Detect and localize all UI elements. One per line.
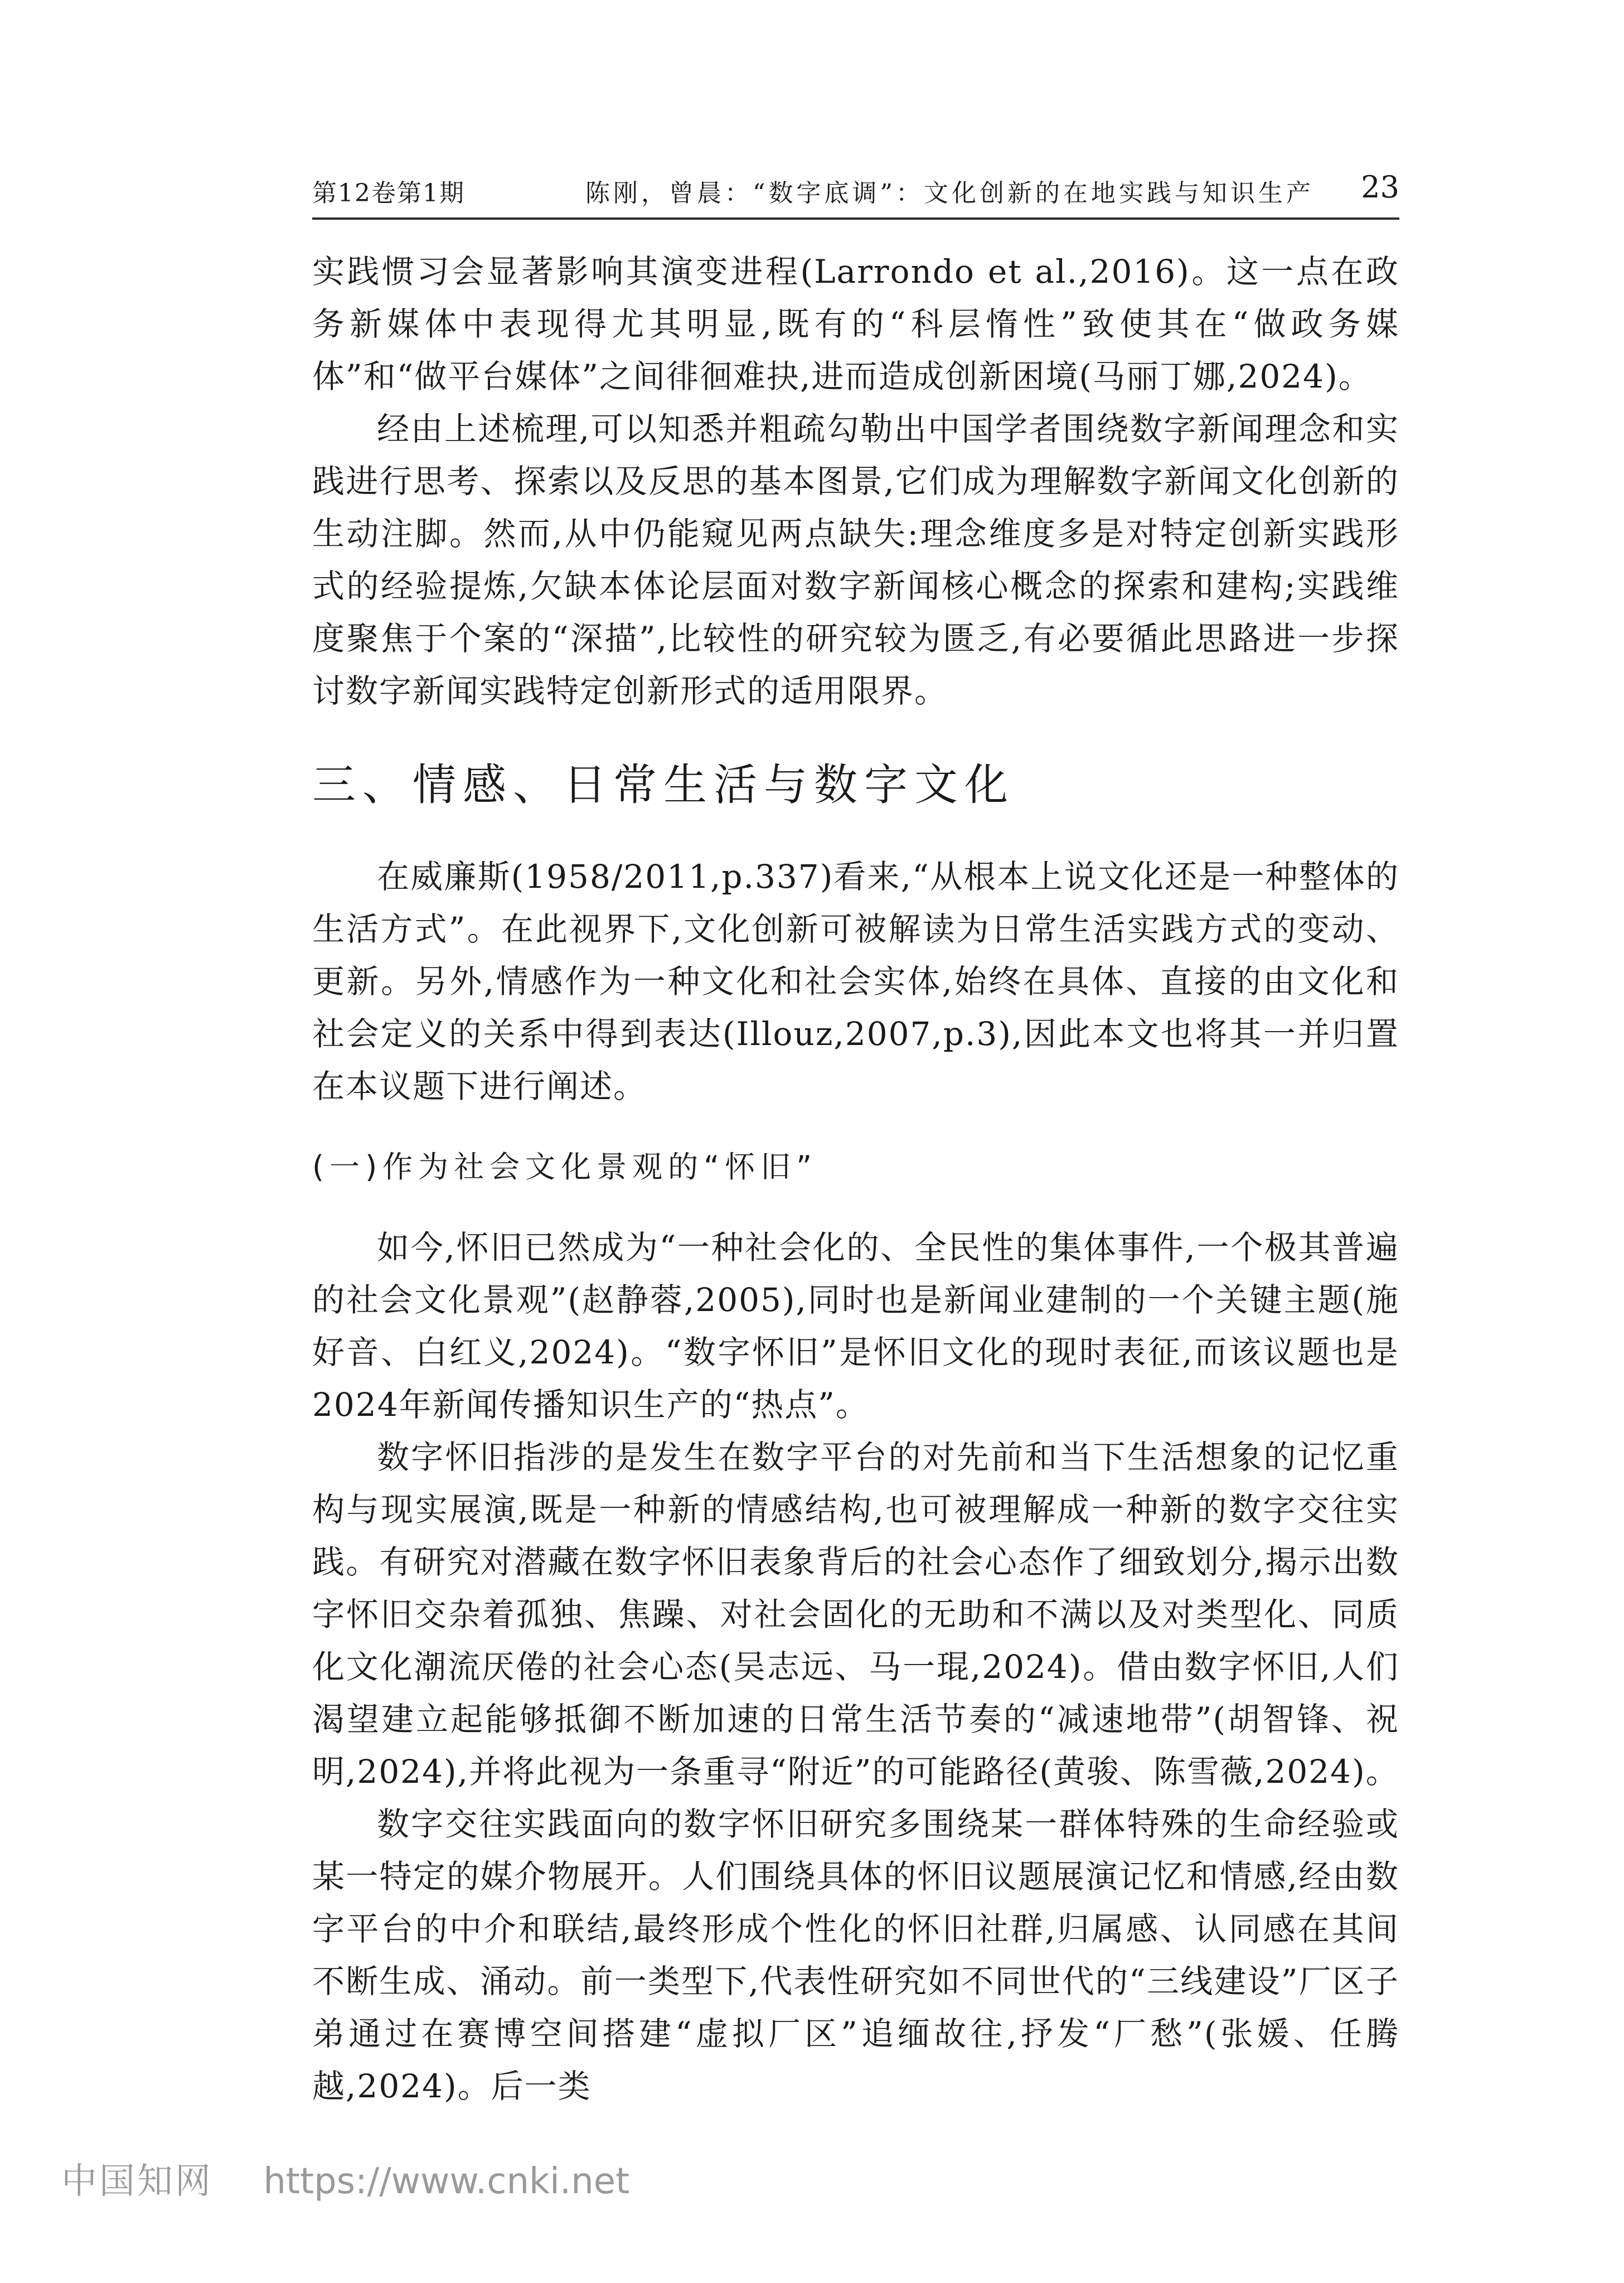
paragraph: 数字怀旧指涉的是发生在数字平台的对先前和当下生活想象的记忆重构与现实展演,既是一种新的情感结构,也可被理解成一种新的数字交往实践。有研究对潜藏在数字怀旧表象背后的社会心态作了细致划分,揭示出数字怀旧交杂着孤独、焦躁、对社会固化的无助和不满以及对类型化、同质化文化潮流厌倦的社会心态(吴志远、马一琨,2024)。借由数字怀旧,人们渴望建立起能够抵御不断加速的日常生活节奏的“减速地带”(胡智锋、祝明,2024),并将此视为一条重寻“附近”的可能路径(黄骏、陈雪薇,2024)。: [312, 1438, 1399, 1791]
running-title: 陈刚，曾晨：“数字底调”：文化创新的在地实践与知识生产: [585, 179, 1314, 207]
watermark-site-name: 中国知网: [61, 2161, 213, 2202]
subsection-heading: (一)作为社会文化景观的“怀旧”: [312, 1149, 818, 1184]
paragraph: 数字交往实践面向的数字怀旧研究多围绕某一群体特殊的生命经验或某一特定的媒介物展开。人们围绕具体的怀旧议题展演记忆和情感,经由数字平台的中介和联结,最终形成个性化的怀旧社群,归属感、认同感在其间不断生成、涌动。前一类型下,代表性研究如不同世代的“三线建设”厂区子弟通过在赛博空间搭建“虚拟厂区”追缅故往,抒发“厂愁”(张媛、任腾越,2024)。后一类: [312, 1805, 1399, 2105]
paragraph: 经由上述梳理,可以知悉并粗疏勾勒出中国学者围绕数字新闻理念和实践进行思考、探索以及反思的基本图景,它们成为理解数字新闻文化创新的生动注脚。然而,从中仍能窥见两点缺失:理念维度多是对特定创新实践形式的经验提炼,欠缺本体论层面对数字新闻核心概念的探索和建构;实践维度聚焦于个案的“深描”,比较性的研究较为匮乏,有必要循此思路进一步探讨数字新闻实践特定创新形式的适用限界。: [312, 410, 1399, 710]
paragraph: 在威廉斯(1958/2011,p.337)看来,“从根本上说文化还是一种整体的生活方式”。在此视界下,文化创新可被解读为日常生活实践方式的变动、更新。另外,情感作为一种文化和社会实体,始终在具体、直接的由文化和社会定义的关系中得到表达(Illouz,2007,p.3),因此本文也将其一并归置在本议题下进行阐述。: [312, 858, 1399, 1105]
watermark-url: https://www.cnki.net: [263, 2161, 630, 2202]
paragraph: 如今,怀旧已然成为“一种社会化的、全民性的集体事件,一个极其普遍的社会文化景观”(赵静蓉,2005),同时也是新闻业建制的一个关键主题(施好音、白红义,2024)。“数字怀旧”是怀旧文化的现时表征,而该议题也是2024年新闻传播知识生产的“热点”。: [312, 1228, 1399, 1424]
running-header: [312, 167, 1399, 220]
cnki-watermark: [61, 2153, 629, 2204]
body-section-intro: [312, 850, 1399, 1113]
body-subsection: [312, 1221, 1399, 2112]
section-heading: 三、情感、日常生活与数字文化: [312, 760, 1015, 810]
volume-issue: 第12卷第1期: [312, 179, 465, 207]
body-top: [312, 245, 1399, 717]
paragraph: 实践惯习会显著影响其演变进程(Larrondo et al.,2016)。这一点在政务新媒体中表现得尤其明显,既有的“科层惰性”致使其在“做政务媒体”和“做平台媒体”之间徘徊难抉,进而造成创新困境(马丽丁娜,2024)。: [312, 253, 1399, 395]
page-number: 23: [1361, 170, 1399, 205]
